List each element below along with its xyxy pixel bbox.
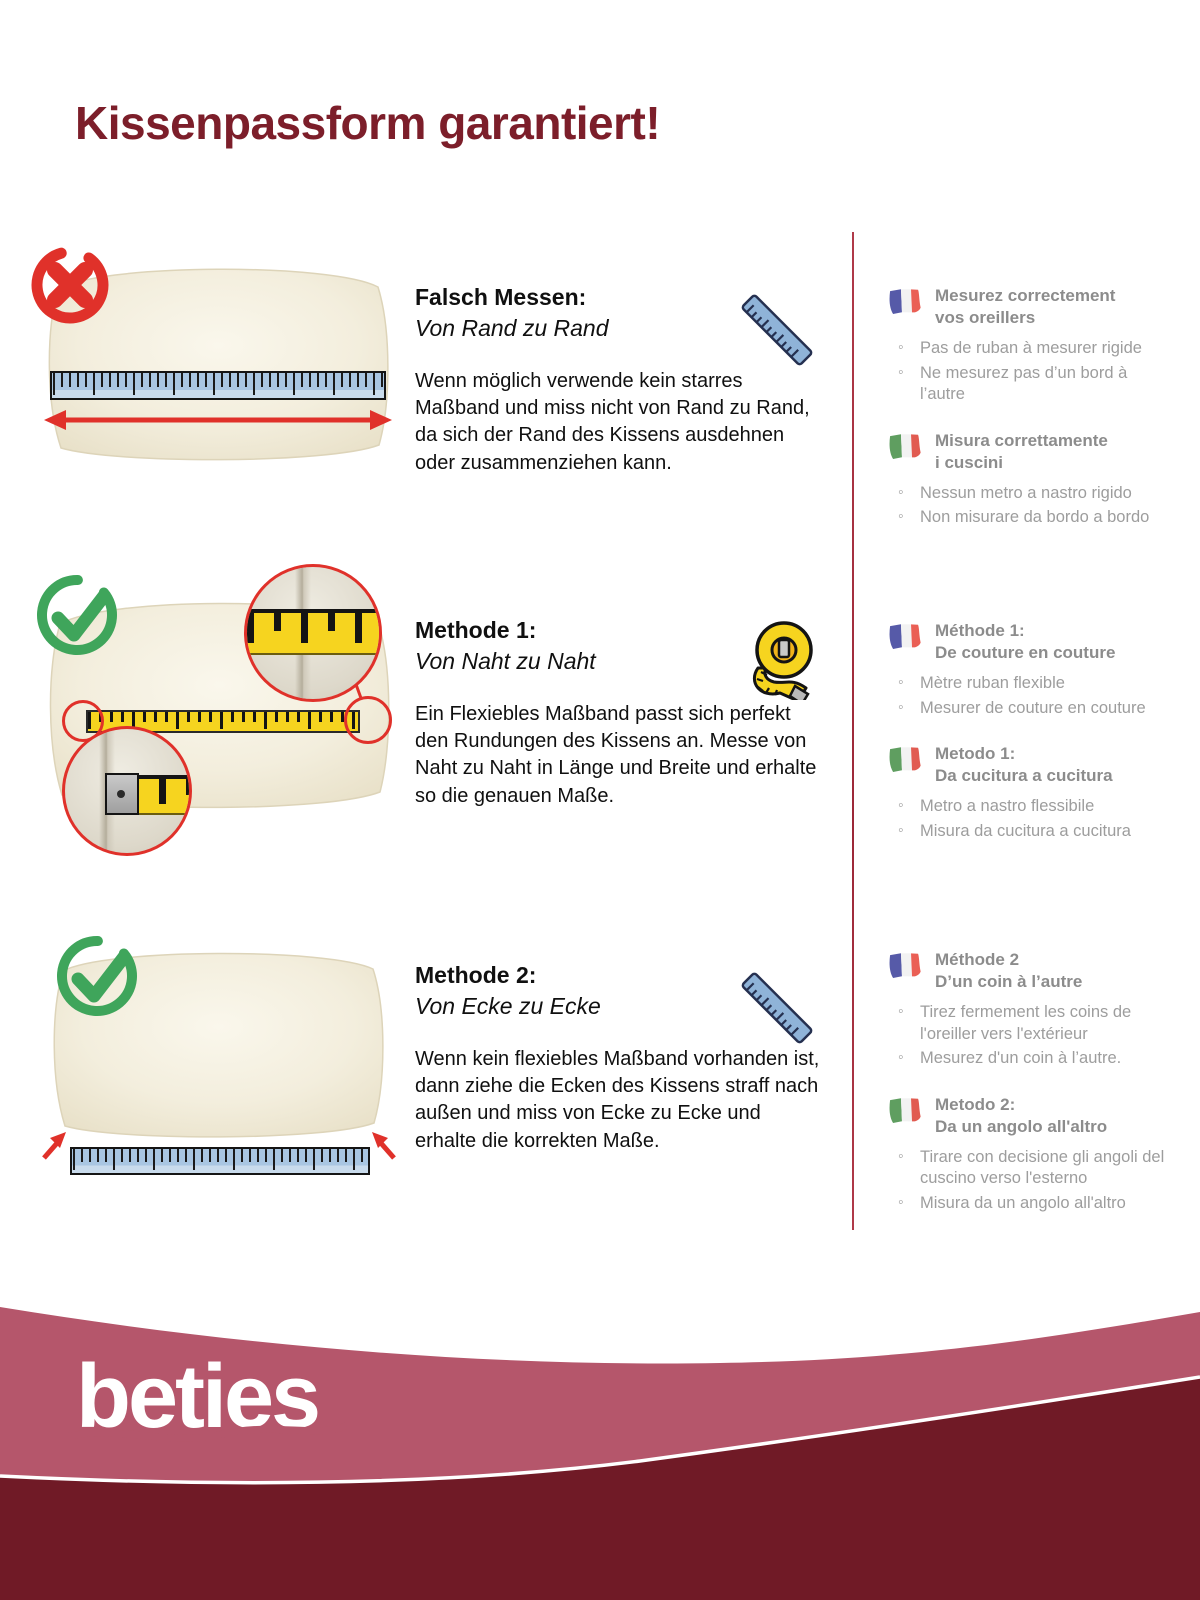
list-item: ◦ Metro a nastro flessibile: [896, 796, 1172, 817]
italian-block: [886, 430, 1186, 529]
cross-icon: [24, 239, 116, 331]
section-body: Wenn kein flexiebles Maßband vorhanden ist, dann ziehe die Ecken des Kissens straff nach außen und miss von Ecke zu Ecke und erhalte die korrekten Maße.: [415, 1048, 820, 1152]
france-flag-icon: [886, 286, 922, 316]
tape-measure-icon: [738, 616, 822, 700]
page-title: Kissenpassform garantiert!: [75, 97, 661, 149]
italy-flag-icon: [886, 431, 922, 461]
italian-bullets: [896, 483, 1186, 529]
list-item: ◦ Tirare con decisione gli angoli del cuscino verso l'esterno: [896, 1147, 1172, 1190]
ruler-graphic: [50, 371, 386, 400]
brand-logo-text: beties: [76, 1347, 319, 1447]
french-block: [886, 949, 1186, 1070]
pillow-figure-wrong: [38, 255, 398, 515]
french-title: Mesurez correctement vos oreillers: [935, 286, 1116, 328]
list-item: ◦ Tirez fermement les coins de l'oreiller vers l'extérieur: [896, 1002, 1172, 1045]
french-block: [886, 620, 1186, 719]
pillow-figure-seam: [38, 588, 398, 848]
ruler-icon: [740, 293, 814, 367]
italian-title: Metodo 2: Da un angolo all'altro: [935, 1094, 1108, 1136]
list-item: ◦ Nessun metro a nastro rigido: [896, 483, 1172, 504]
list-item: ◦ Pas de ruban à mesurer rigide: [896, 338, 1172, 359]
italian-bullets: [896, 1147, 1186, 1214]
double-arrow-icon: [42, 407, 394, 433]
french-bullets: [896, 673, 1186, 719]
list-item: ◦ Ne mesurez pas d’un bord à l’autre: [896, 363, 1172, 406]
french-title: Méthode 2 D’un coin à l’autre: [935, 950, 1083, 992]
section-subheading: Von Rand zu Rand: [415, 315, 609, 342]
italian-title: Metodo 1: Da cucitura a cucitura: [935, 744, 1113, 786]
section-methode-1: [0, 588, 1200, 935]
list-item: ◦ Mètre ruban flexible: [896, 673, 1172, 694]
corner-arrow-icon: [40, 1129, 70, 1161]
translations-column: [886, 949, 1186, 1238]
magnifier-top-right: [244, 564, 382, 702]
italian-block: [886, 1094, 1186, 1215]
france-flag-icon: [886, 950, 922, 980]
section-methode-2: [0, 933, 1200, 1270]
translations-column: [886, 285, 1186, 553]
french-bullets: [896, 338, 1186, 405]
list-item: ◦ Misura da un angolo all'altro: [896, 1193, 1172, 1214]
italian-block: [886, 743, 1186, 842]
section-heading: Methode 2:: [415, 962, 537, 988]
check-icon: [48, 927, 146, 1025]
list-item: ◦ Mesurer de couture en couture: [896, 698, 1172, 719]
seam-ring-right: [344, 696, 392, 744]
list-item: ◦ Non misurare da bordo a bordo: [896, 507, 1172, 528]
pillow-figure-corner: [38, 933, 398, 1193]
section-body: Wenn möglich verwende kein starres Maßband und miss nicht von Rand zu Rand, da sich der Rand des Kissens ausdehnen oder zusammenziehen kann.: [415, 370, 810, 474]
check-icon: [28, 566, 126, 664]
ruler-graphic: [70, 1147, 370, 1175]
section-heading: Falsch Messen:: [415, 284, 587, 310]
italian-bullets: [896, 796, 1186, 842]
list-item: ◦ Mesurez d'un coin à l’autre.: [896, 1048, 1172, 1069]
section-subheading: Von Naht zu Naht: [415, 648, 596, 675]
section-heading: Methode 1:: [415, 617, 537, 643]
translations-column: [886, 620, 1186, 866]
brand-logo-wave: [68, 1352, 348, 1492]
list-item: ◦ Misura da cucitura a cucitura: [896, 821, 1172, 842]
section-falsch-messen: [0, 255, 1200, 590]
italian-title: Misura correttamente i cuscini: [935, 430, 1108, 472]
magnifier-bottom-left: [62, 726, 192, 856]
france-flag-icon: [886, 621, 922, 651]
ruler-icon: [740, 971, 814, 1045]
french-block: [886, 285, 1186, 406]
italy-flag-icon: [886, 1095, 922, 1125]
brand-logo: [76, 1347, 356, 1512]
italy-flag-icon: [886, 744, 922, 774]
french-title: Méthode 1: De couture en couture: [935, 621, 1116, 663]
section-body: Ein Flexiebles Maßband passt sich perfekt den Rundungen des Kissens an. Messe von Naht zu Naht in Länge und Breite und erhalte so die genauen Maße.: [415, 703, 817, 807]
section-subheading: Von Ecke zu Ecke: [415, 993, 601, 1020]
french-bullets: [896, 1002, 1186, 1069]
corner-arrow-icon: [368, 1129, 398, 1161]
